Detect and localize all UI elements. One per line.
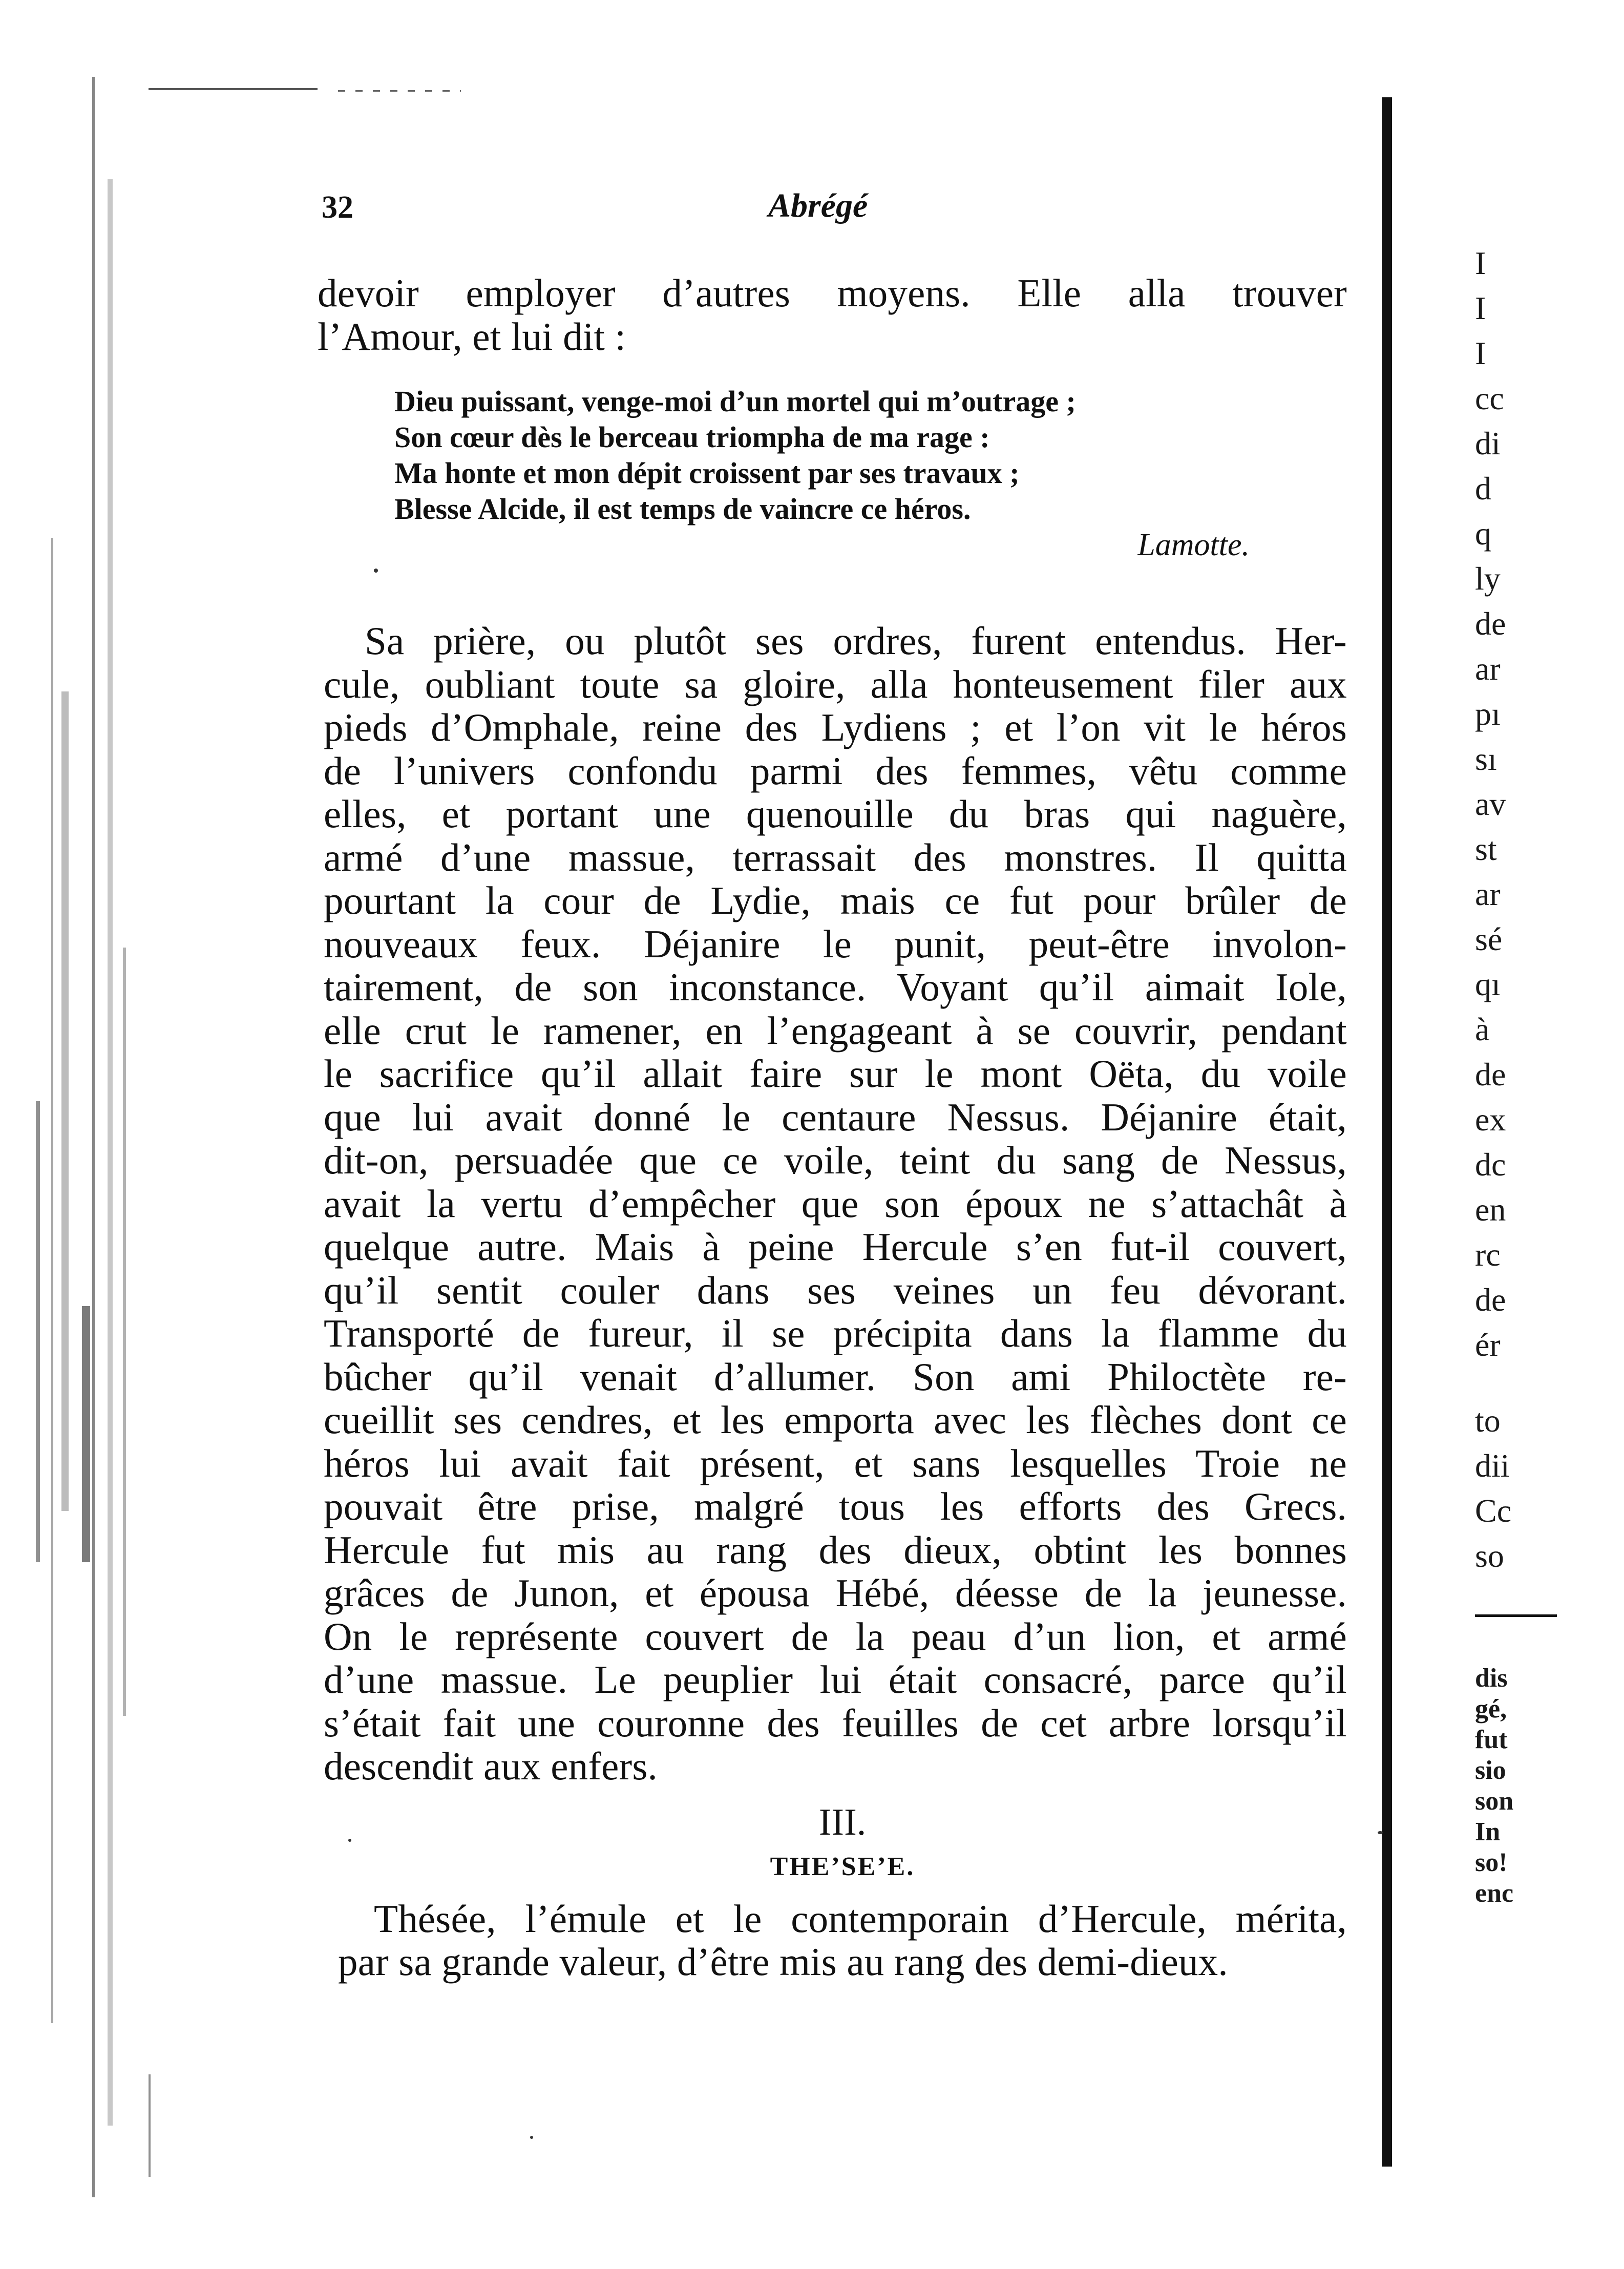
next-page-fragment: dc <box>1475 1146 1506 1183</box>
text-line: dit-on, persuadée que ce voile, teint du sang de Nessus, <box>324 1138 1347 1182</box>
book-page <box>318 174 1347 1984</box>
page-header <box>318 174 1347 230</box>
text-line: de l’univers confondu parmi des femmes, vêtu comme <box>324 748 1347 793</box>
text-line: On le représente couvert de la peau d’un lion, et armé <box>324 1614 1347 1658</box>
next-page-fragment: dii <box>1475 1447 1510 1484</box>
next-page-fragment: sı <box>1475 741 1497 777</box>
next-page-fragment: fut <box>1475 1725 1508 1754</box>
text-line: nouveaux feux. Déjanire le punit, peut-être involon- <box>324 921 1347 966</box>
next-page-fragment: st <box>1475 831 1497 867</box>
verse-quote <box>394 384 1347 563</box>
next-page-fragment: so <box>1475 1538 1504 1574</box>
text-line: tairement, de son inconstance. Voyant qu’il aimait Iole, <box>324 965 1347 1009</box>
text-line: Hercule fut mis au rang des dieux, obtint les bonnes <box>324 1527 1347 1572</box>
text-line: cule, oubliant toute sa gloire, alla honteusement filer aux <box>324 662 1347 706</box>
verse-line: Dieu puissant, venge-moi d’un mortel qui m’outrage ; <box>394 385 1076 418</box>
verse-line: Ma honte et mon dépit croissent par ses travaux ; <box>394 456 1020 490</box>
text-line: héros lui avait fait présent, et sans lesquelles Troie ne <box>324 1441 1347 1485</box>
text-line: elles, et portant une quenouille du bras qui naguère, <box>324 792 1347 836</box>
next-page-fragment: gé, <box>1475 1694 1507 1724</box>
text-line: Transporté de fureur, il se précipita dans la flamme du <box>324 1311 1347 1355</box>
next-page-fragment: ar <box>1475 650 1501 687</box>
next-page-fragment: av <box>1475 786 1506 822</box>
running-head: Abrégé <box>768 187 868 224</box>
next-page-fragment: ex <box>1475 1101 1506 1138</box>
next-page-fragment: sé <box>1475 921 1503 957</box>
verse-attribution: Lamotte. <box>1137 528 1250 562</box>
scan-speck <box>530 2136 533 2139</box>
binding-gutter-noise <box>31 77 200 2197</box>
next-page-fragment: de <box>1475 1056 1506 1093</box>
text-line: elle crut le ramener, en l’engageant à se couvrir, pendant <box>324 1008 1347 1053</box>
next-page-fragment: rc <box>1475 1236 1501 1273</box>
next-page-fragment: to <box>1475 1402 1501 1439</box>
next-page-fragment: en <box>1475 1191 1506 1228</box>
next-page-fragment: ly <box>1475 560 1501 597</box>
text-line: quelque autre. Mais à peine Hercule s’en fut-il couvert, <box>324 1225 1347 1269</box>
section-number: III. <box>818 1801 867 1843</box>
text-line: descendit aux enfers. <box>324 1744 658 1788</box>
text-line: armé d’une massue, terrassait des monstres. Il quitta <box>324 835 1347 879</box>
text-line: s’était fait une couronne des feuilles de cet arbre lorsqu’il <box>324 1700 1347 1745</box>
text-line: avait la vertu d’empêcher que son époux ne s’attachât à <box>324 1181 1347 1226</box>
next-page-fragment: de <box>1475 1281 1506 1318</box>
text-line: l’Amour, et lui dit : <box>318 314 626 359</box>
text-line: pourtant la cour de Lydie, mais ce fut pour brûler de <box>324 878 1347 922</box>
next-page-fragment: di <box>1475 425 1501 461</box>
next-page-fragment: q <box>1475 515 1491 552</box>
text-line: d’une massue. Le peuplier lui était consacré, parce qu’il <box>324 1657 1347 1701</box>
intro-text <box>318 271 1347 358</box>
text-line: Thésée, l’émule et le contemporain d’Hercule, mérita, <box>374 1896 1347 1941</box>
text-line: pieds d’Omphale, reine des Lydiens ; et l’on vit le héros <box>324 705 1347 749</box>
next-page-edge <box>1382 97 1392 2167</box>
text-line: par sa grande valeur, d’être mis au rang des demi-dieux. <box>338 1940 1228 1984</box>
next-page-rule <box>1475 1614 1557 1617</box>
next-page-fragment: d <box>1475 470 1491 507</box>
text-line: Sa prière, ou plutôt ses ordres, furent entendus. Her- <box>365 619 1347 663</box>
next-page-fragment: pı <box>1475 696 1501 732</box>
main-paragraph <box>324 619 1347 1788</box>
next-page-fragment: ar <box>1475 876 1501 912</box>
next-page-fragment: I <box>1475 245 1486 281</box>
text-line: devoir employer d’autres moyens. Elle alla trouver <box>318 271 1347 315</box>
next-page-fragment: son <box>1475 1787 1514 1816</box>
text-line: que lui avait donné le centaure Nessus. Déjanire était, <box>324 1095 1347 1139</box>
next-page-fragment: so! <box>1475 1848 1508 1877</box>
next-page-fragments <box>1475 241 1613 2064</box>
next-page-fragment: ér <box>1475 1327 1501 1363</box>
next-page-fragment: à <box>1475 1011 1490 1047</box>
scan-speck <box>1378 1831 1383 1834</box>
page-number: 32 <box>322 190 353 225</box>
next-page-fragment: Cc <box>1475 1493 1512 1529</box>
next-page-fragment: dis <box>1475 1664 1508 1693</box>
next-page-fragment: enc <box>1475 1879 1514 1908</box>
text-line: bûcher qu’il venait d’allumer. Son ami Philoctète re- <box>324 1354 1347 1399</box>
text-line: pouvait être prise, malgré tous les efforts des Grecs. <box>324 1484 1347 1528</box>
next-page-fragment: In <box>1475 1817 1501 1846</box>
next-page-fragment: de <box>1475 605 1506 642</box>
top-rule <box>149 88 318 90</box>
verse-line: Blesse Alcide, il est temps de vaincre ce héros. <box>394 492 971 526</box>
section-paragraph <box>338 1897 1347 1984</box>
next-page-fragment: sio <box>1475 1756 1506 1785</box>
text-line: grâces de Junon, et épousa Hébé, déesse de la jeunesse. <box>324 1571 1347 1615</box>
scan-speck <box>348 1839 351 1842</box>
text-line: cueillit ses cendres, et les emporta avec les flèches dont ce <box>324 1398 1347 1442</box>
scan-speck <box>374 569 378 573</box>
next-page-fragment: qı <box>1475 966 1501 1002</box>
next-page-fragment: cc <box>1475 380 1504 416</box>
verse-line: Son cœur dès le berceau triompha de ma rage : <box>394 421 990 454</box>
text-line: le sacrifice qu’il allait faire sur le mont Oëta, du voile <box>324 1052 1347 1096</box>
next-page-fragment: I <box>1475 290 1486 326</box>
next-page-fragment: I <box>1475 335 1486 371</box>
top-rule-dashed <box>338 90 461 92</box>
text-line: qu’il sentit couler dans ses veines un feu dévorant. <box>324 1268 1347 1312</box>
section-title: THE’SE’E. <box>770 1852 915 1881</box>
